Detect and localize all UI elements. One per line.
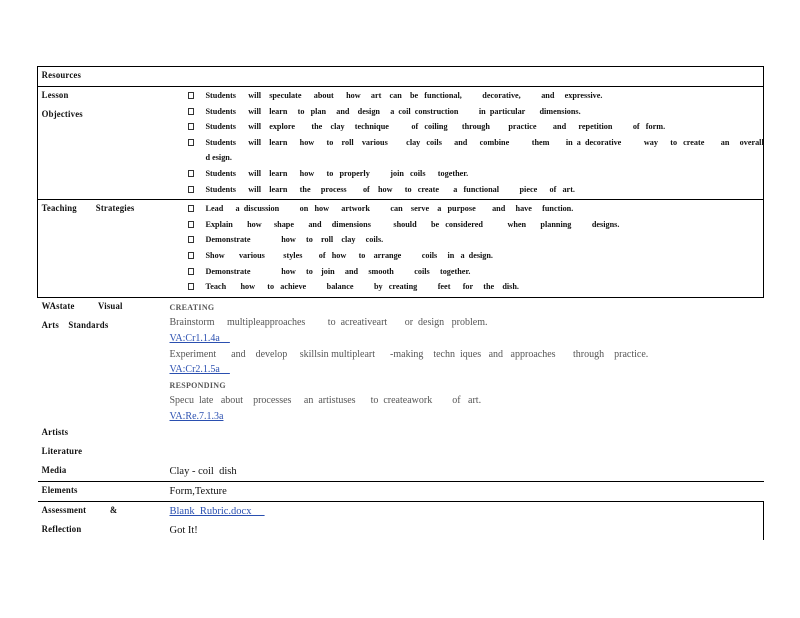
list-item: Lead a discussion on how artwork can serve a purpose and have function. bbox=[188, 201, 764, 217]
standards-row bbox=[38, 297, 764, 424]
list-item: Students will learn how to roll various clay coils and combine them in a decorative way to create an overall d esign. bbox=[188, 135, 764, 166]
standard-code-link-1[interactable]: VA:Cr1.1.4a bbox=[169, 332, 230, 344]
strategies-list bbox=[170, 200, 764, 297]
standard-text-1: Brainstorm multipleapproaches to acreativeart or design problem. bbox=[169, 317, 488, 329]
resources-row bbox=[38, 67, 764, 87]
standards-label-1: WAstate Visual bbox=[41, 301, 123, 312]
checkbox-bullet-icon bbox=[188, 170, 194, 177]
list-item: Show various styles of how to arrange coils in a design. bbox=[188, 248, 764, 264]
list-item: Students will learn the process of how to create a functional piece of art. bbox=[188, 182, 764, 198]
standard-text-2: Experiment and develop skillsin multipleart -making techn iques and approaches through practice. bbox=[169, 348, 649, 360]
responding-heading: RESPONDING bbox=[169, 380, 226, 390]
media-value: Clay - coil dish bbox=[169, 466, 237, 478]
artists-row bbox=[38, 424, 764, 443]
list-item: Students will speculate about how art can be functional, decorative, and expressive. bbox=[188, 88, 764, 104]
standard-text-3: Specu late about processes an artistuses to createawork of art. bbox=[169, 395, 482, 407]
list-item: Teach how to achieve balance by creating feet for the dish. bbox=[188, 279, 764, 295]
checkbox-bullet-icon bbox=[188, 186, 194, 193]
objective-wrap-text: d esign. bbox=[205, 153, 232, 163]
list-item: Students will explore the clay technique of coiling through practice and repetition of form. bbox=[188, 119, 764, 135]
checkbox-bullet-icon bbox=[188, 92, 194, 99]
list-item: Explain how shape and dimensions should be considered when planning designs. bbox=[188, 217, 764, 233]
checkbox-bullet-icon bbox=[188, 236, 194, 243]
checkbox-bullet-icon bbox=[188, 283, 194, 290]
objectives-row bbox=[38, 87, 764, 200]
objectives-label-2: Objectives bbox=[41, 110, 83, 120]
standards-label-2: Arts Standards bbox=[41, 320, 108, 331]
checkbox-bullet-icon bbox=[188, 221, 194, 228]
elements-label: Elements bbox=[41, 486, 78, 497]
objectives-list bbox=[170, 87, 764, 199]
assessment-label-1: Assessment & bbox=[41, 506, 117, 517]
artists-label: Artists bbox=[41, 428, 68, 439]
assessment-value: Got It! bbox=[169, 525, 198, 537]
elements-value: Form,Texture bbox=[169, 486, 227, 498]
resources-label: Resources bbox=[41, 71, 82, 81]
rubric-link[interactable]: Blank Rubric.docx bbox=[169, 506, 265, 518]
list-item: Students will learn to plan and design a coil construction in particular dimensions. bbox=[188, 104, 764, 120]
standard-code-link-2[interactable]: VA:Cr2.1.5a bbox=[169, 364, 230, 376]
strategies-label: Teaching Strategies bbox=[41, 204, 135, 215]
checkbox-bullet-icon bbox=[188, 108, 194, 115]
checkbox-bullet-icon bbox=[188, 205, 194, 212]
assessment-row bbox=[38, 502, 764, 541]
standards-content bbox=[170, 298, 764, 425]
elements-row bbox=[38, 482, 764, 502]
checkbox-bullet-icon bbox=[188, 123, 194, 130]
checkbox-bullet-icon bbox=[188, 268, 194, 275]
lesson-plan-table bbox=[37, 66, 763, 540]
creating-heading: CREATING bbox=[169, 302, 215, 312]
strategies-row bbox=[38, 200, 764, 298]
literature-label: Literature bbox=[41, 447, 82, 458]
list-item: Students will learn how to properly join coils together. bbox=[188, 166, 764, 182]
checkbox-bullet-icon bbox=[188, 252, 194, 259]
assessment-label-2: Reflection bbox=[41, 525, 81, 536]
standard-code-link-3[interactable]: VA:Re.7.1.3a bbox=[169, 410, 224, 422]
list-item: Demonstrate how to join and smooth coils together. bbox=[188, 264, 764, 280]
media-row bbox=[38, 462, 764, 482]
media-label: Media bbox=[41, 466, 66, 477]
list-item: Demonstrate how to roll clay coils. bbox=[188, 232, 764, 248]
literature-row bbox=[38, 443, 764, 462]
checkbox-bullet-icon bbox=[188, 139, 194, 146]
objectives-label-1: Lesson bbox=[41, 91, 69, 101]
